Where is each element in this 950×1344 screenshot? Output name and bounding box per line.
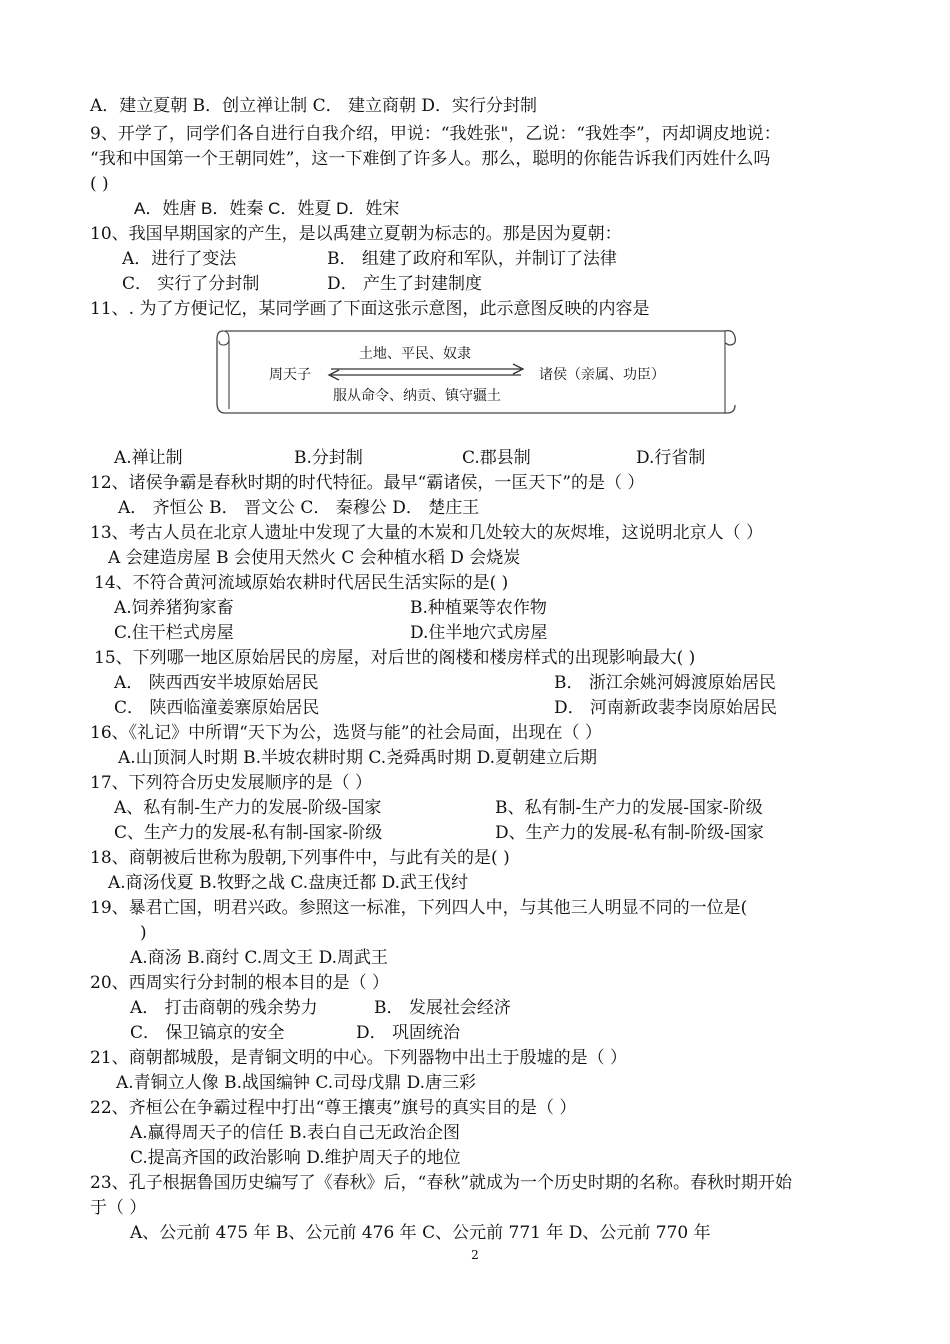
q20-option-d: D． 巩固统治 [356,1023,461,1043]
q17-option-a: A、私有制-生产力的发展-阶级-国家 [114,798,382,818]
q10-text: 10、我国早期国家的产生，是以禹建立夏朝为标志的。那是因为夏朝： [90,224,622,244]
q10-option-a: A．进行了变法 [122,249,237,269]
q15-option-a: A． 陕西西安半坡原始居民 [114,673,319,693]
q19-text: 19、暴君亡国，明君兴政。参照这一标准，下列四人中，与其他三人明显不同的一位是( [90,898,748,918]
q16-text: 16、《礼记》中所谓“天下为公，选贤与能”的社会局面，出现在（ ） [90,723,602,743]
q14-option-a: A.饲养猪狗家畜 [114,598,234,618]
diagram-left-label: 周天子 [269,367,311,383]
q15-option-b: B． 浙江余姚河姆渡原始居民 [554,673,776,693]
q19-options: A.商汤 B.商纣 C.周文王 D.周武王 [130,948,389,968]
q11-option-a: A.禅让制 [114,448,183,468]
q17-option-b: B、私有制-生产力的发展-国家-阶级 [495,798,763,818]
q9-blank: ( ) [90,174,109,194]
q11-text: 11、. 为了方便记忆，某同学画了下面这张示意图，此示意图反映的内容是 [90,299,650,319]
q14-option-c: C.住干栏式房屋 [114,623,234,643]
fenfeng-diagram [213,323,739,419]
q14-option-d: D.住半地穴式房屋 [410,623,548,643]
q16-options: A.山顶洞人时期 B.半坡农耕时期 C.尧舜禹时期 D.夏朝建立后期 [118,748,598,768]
q20-option-b: B． 发展社会经济 [374,998,511,1018]
q20-text: 20、西周实行分封制的根本目的是（ ） [90,973,390,993]
q20-option-c: C． 保卫镐京的安全 [130,1023,285,1043]
diagram-bottom-label: 服从命令、纳贡、镇守疆土 [333,388,501,404]
q22-text: 22、齐桓公在争霸过程中打出“尊王攘夷”旗号的真实目的是（ ） [90,1098,577,1118]
q10-option-c: C． 实行了分封制 [122,274,260,294]
q21-text: 21、商朝都城殷，是青铜文明的中心。下列器物中出土于殷墟的是（ ） [90,1048,628,1068]
q15-option-c: C． 陕西临潼姜寨原始居民 [114,698,320,718]
q20-option-a: A． 打击商朝的残余势力 [130,998,318,1018]
q21-options: A.青铜立人像 B.战国编钟 C.司母戊鼎 D.唐三彩 [116,1073,477,1093]
q10-option-b: B． 组建了政府和军队，并制订了法律 [327,249,617,269]
q18-options: A.商汤伐夏 B.牧野之战 C.盘庚迁都 D.武王伐纣 [108,873,469,893]
q9-text-2: “我和中国第一个王朝同姓”，这一下难倒了许多人。那么，聪明的你能告诉我们丙姓什么吗 [90,149,771,169]
q22-options-cd: C.提高齐国的政治影响 D.维护周天子的地位 [130,1148,461,1168]
q23-text-1: 23、孔子根据鲁国历史编写了《春秋》后，“春秋”就成为一个历史时期的名称。春秋时期开始 [90,1173,793,1193]
diagram-right-label: 诸侯（亲属、功臣） [539,367,665,383]
page-number: 2 [471,1248,479,1262]
q18-text: 18、商朝被后世称为殷朝,下列事件中，与此有关的是( ) [90,848,510,868]
q9-options: A．姓唐 B．姓秦 C．姓夏 D．姓宋 [134,199,400,218]
q23-text-2: 于（ ） [90,1198,147,1218]
q17-option-c: C、生产力的发展-私有制-国家-阶级 [114,823,383,843]
q17-text: 17、下列符合历史发展顺序的是（ ） [90,773,373,793]
q22-options-ab: A.赢得周天子的信任 B.表白自己无政治企图 [130,1123,460,1143]
q11-option-b: B.分封制 [294,448,363,468]
q11-option-d: D.行省制 [636,448,706,468]
q10-option-d: D． 产生了封建制度 [327,274,483,294]
q17-option-d: D、生产力的发展-私有制-阶级-国家 [495,823,764,843]
q14-text: 14、不符合黄河流域原始农耕时代居民生活实际的是( ) [94,573,509,593]
q15-text: 15、下列哪一地区原始居民的房屋，对后世的阁楼和楼房样式的出现影响最大( ) [94,648,696,668]
q14-option-b: B.种植粟等农作物 [410,598,547,618]
q23-options: A、公元前 475 年 B、公元前 476 年 C、公元前 771 年 D、公元前 770 年 [130,1223,711,1243]
q12-text: 12、诸侯争霸是春秋时期的时代特征。最早“霸诸侯，一匡天下”的是（ ） [90,473,645,493]
q12-options: A． 齐恒公 B． 晋文公 C． 秦穆公 D． 楚庄王 [118,498,480,518]
q13-options: A 会建造房屋 B 会使用天然火 C 会种植水稻 D 会烧炭 [108,548,521,568]
q8-options: A．建立夏朝 B．创立禅让制 C． 建立商朝 D．实行分封制 [90,96,538,116]
q9-text-1: 9、开学了，同学们各自进行自我介绍，甲说：“我姓张"，乙说：“我姓李”，丙却调皮地说： [90,124,781,144]
q15-option-d: D． 河南新政裴李岗原始居民 [554,698,778,718]
q13-text: 13、考古人员在北京人遗址中发现了大量的木炭和几处较大的灰烬堆，这说明北京人（ ） [90,523,764,543]
q11-option-c: C.郡县制 [462,448,531,468]
q19-blank: ) [140,923,147,943]
diagram-top-label: 土地、平民、奴隶 [359,346,471,362]
